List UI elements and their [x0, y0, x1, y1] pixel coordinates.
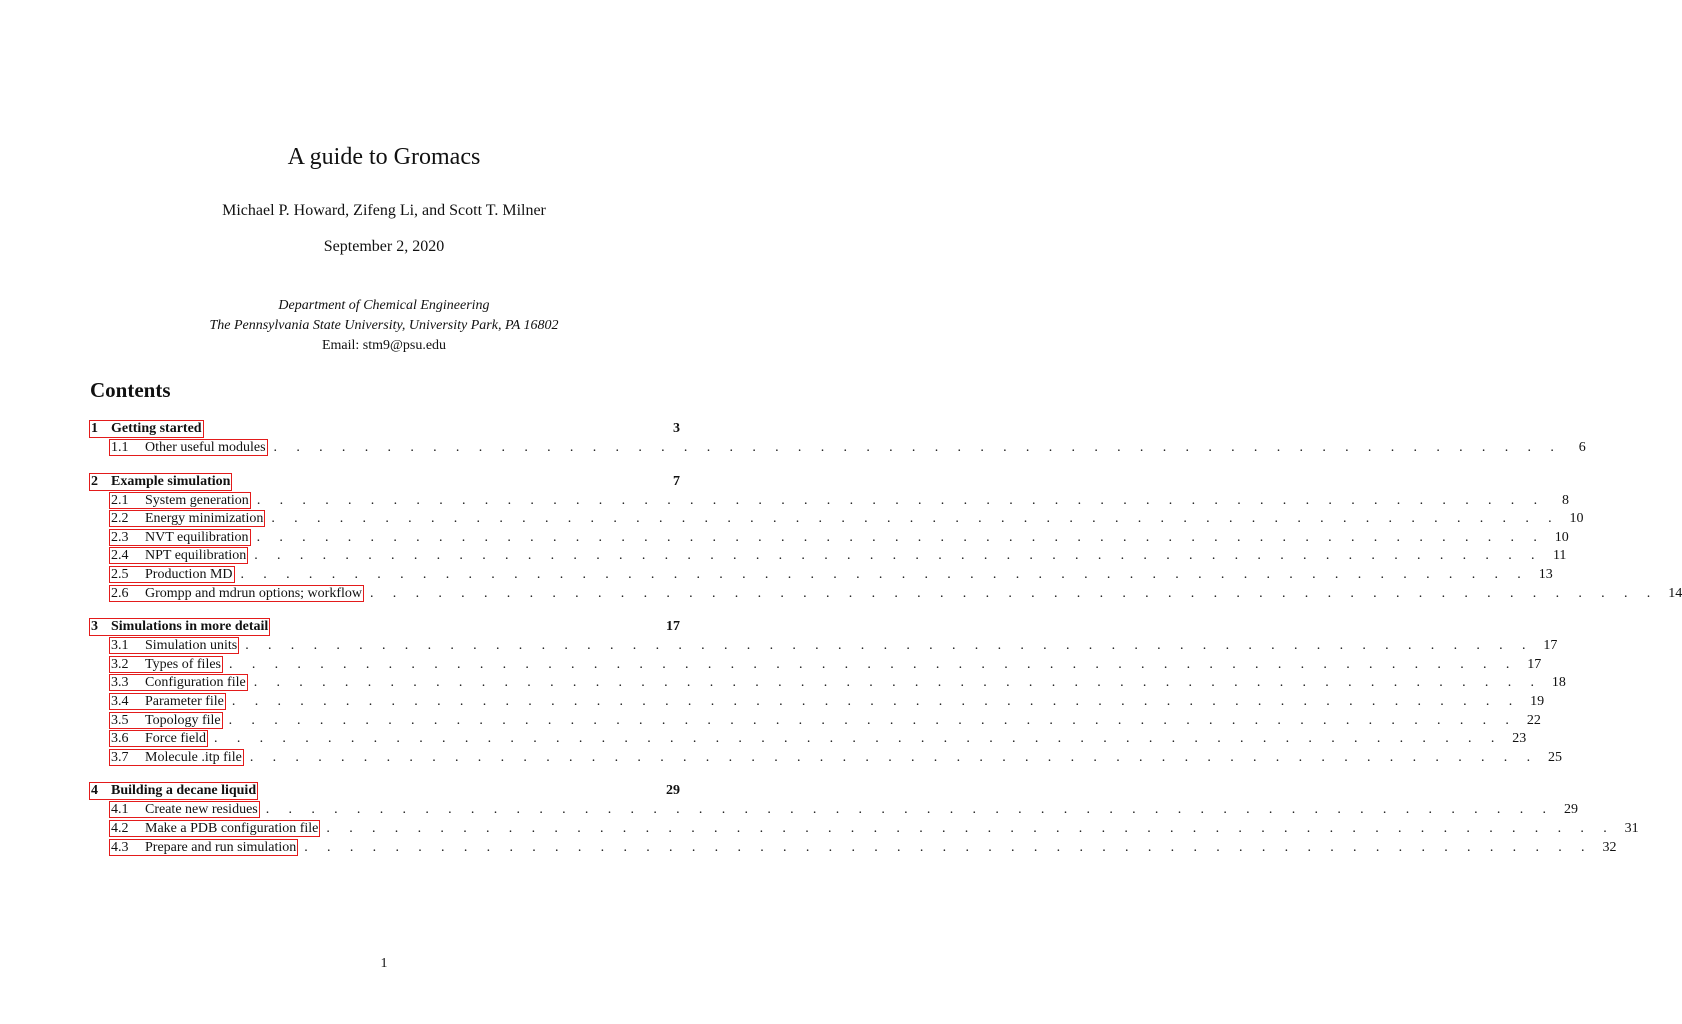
toc-subsection-row	[90, 510, 1584, 529]
toc-subsection-link[interactable]	[109, 510, 265, 527]
toc-section-title: Getting started	[111, 421, 202, 436]
toc-subsection-number: 3.1	[111, 638, 129, 654]
toc-dot-leader: . . . . . . . . . . . . . . . . . . . . . . . . . . . . . . . . . . . . . . . . . . . . . . . . . . . . . . . . .	[240, 566, 1529, 582]
toc-subsection-title: Topology file	[145, 712, 221, 728]
toc-subsection-title: Energy minimization	[145, 511, 264, 527]
toc-subsection-number: 4.2	[111, 820, 129, 836]
toc-section-number: 2	[91, 473, 98, 489]
toc-subsection-link[interactable]	[109, 820, 320, 837]
page-number: 1	[380, 956, 388, 971]
toc-section-gap	[90, 458, 680, 473]
toc-subsection-number: 2.3	[111, 529, 129, 545]
toc-dot-leader: . . . . . . . . . . . . . . . . . . . . . . . . . . . . . . . . . . . . . . . . . . . . . . . . . . . . . . . . .	[273, 440, 1562, 455]
toc-subsection-link[interactable]	[109, 439, 268, 456]
toc-dot-leader: . . . . . . . . . . . . . . . . . . . . . . . . . . . . . . . . . . . . . . . . . . . . . . . . . . . . . . . . .	[253, 675, 1542, 691]
toc-subsection-number: 2.5	[111, 566, 129, 582]
toc-section-title: Simulations in more detail	[111, 619, 269, 635]
toc-section-link[interactable]	[89, 473, 232, 491]
toc-subsection-link[interactable]	[109, 801, 260, 818]
toc-subsection-title: Parameter file	[145, 693, 224, 709]
toc-subsection-number: 2.4	[111, 548, 129, 564]
toc-subsection-link[interactable]	[109, 529, 251, 546]
toc-subsection-number: 3.7	[111, 749, 129, 765]
toc-subsection-page: 13	[1538, 566, 1553, 582]
toc-section-number: 4	[91, 783, 98, 799]
toc-section-row	[90, 782, 680, 801]
toc-subsection-link[interactable]	[109, 566, 235, 583]
toc-section-gap	[90, 603, 680, 618]
toc-subsection-row	[90, 492, 1570, 511]
toc-dot-leader: . . . . . . . . . . . . . . . . . . . . . . . . . . . . . . . . . . . . . . . . . . . . . . . . . . . . . . . . .	[228, 712, 1517, 728]
document-title: A guide to Gromacs	[287, 144, 481, 170]
affiliation	[0, 296, 768, 356]
toc-subsection-link[interactable]	[109, 585, 364, 602]
toc-section-number: 3	[91, 619, 98, 635]
toc-dot-leader: . . . . . . . . . . . . . . . . . . . . . . . . . . . . . . . . . . . . . . . . . . . . . . . . . . . . . . . . .	[231, 693, 1521, 709]
toc-subsection-page: 18	[1551, 675, 1566, 691]
toc-subsection-page: 31	[1624, 820, 1639, 836]
toc-subsection-page: 6	[1578, 440, 1586, 455]
toc-subsection-title: Simulation units	[145, 638, 238, 654]
toc-subsection-page: 25	[1548, 749, 1563, 765]
toc-section-page: 7	[673, 473, 680, 489]
toc-subsection-row	[90, 730, 1527, 749]
toc-section-title: Building a decane liquid	[111, 783, 257, 799]
toc-subsection-title: Grompp and mdrun options; workflow	[145, 585, 362, 601]
toc-subsection-title: Other useful modules	[145, 440, 266, 455]
toc-subsection-page: 32	[1602, 839, 1617, 855]
toc-subsection-row	[90, 585, 1682, 604]
toc-section-page: 3	[673, 421, 680, 436]
toc-dot-leader: . . . . . . . . . . . . . . . . . . . . . . . . . . . . . . . . . . . . . . . . . . . . . . . . . . . . . . . . .	[265, 802, 1554, 818]
toc-subsection-number: 3.3	[111, 675, 129, 691]
toc-subsection-link[interactable]	[109, 674, 248, 691]
toc-subsection-link[interactable]	[109, 492, 251, 509]
authors: Michael P. Howard, Zifeng Li, and Scott T. Milner	[222, 202, 546, 219]
toc-subsection-number: 2.6	[111, 585, 129, 601]
toc-subsection-row	[90, 820, 1639, 839]
toc-subsection-row	[90, 529, 1569, 548]
toc-subsection-number: 3.2	[111, 656, 129, 672]
affiliation-department: Department of Chemical Engineering	[278, 298, 490, 313]
toc-subsection-page: 10	[1554, 529, 1569, 545]
toc-subsection-row	[90, 693, 1545, 712]
document-date: September 2, 2020	[323, 238, 445, 255]
toc-dot-leader: . . . . . . . . . . . . . . . . . . . . . . . . . . . . . . . . . . . . . . . . . . . . . . . . . . . . . . . . .	[229, 656, 1518, 672]
toc-subsection-row	[90, 801, 1578, 820]
toc-subsection-link[interactable]	[109, 693, 226, 710]
toc-subsection-page: 8	[1562, 492, 1570, 508]
toc-subsection-link[interactable]	[109, 712, 223, 729]
toc-subsection-page: 17	[1543, 638, 1558, 654]
toc-dot-leader: . . . . . . . . . . . . . . . . . . . . . . . . . . . . . . . . . . . . . . . . . . . . . . . . . . . . . . . . .	[369, 585, 1659, 601]
toc-dot-leader: . . . . . . . . . . . . . . . . . . . . . . . . . . . . . . . . . . . . . . . . . . . . . . . . . . . . . . . . .	[271, 511, 1560, 527]
toc-section-row	[90, 473, 680, 492]
toc-subsection-title: Production MD	[145, 566, 233, 582]
toc-dot-leader: . . . . . . . . . . . . . . . . . . . . . . . . . . . . . . . . . . . . . . . . . . . . . . . . . . . . . . . . .	[245, 638, 1534, 654]
contact-email: Email: stm9@psu.edu	[321, 338, 447, 353]
toc-subsection-row	[90, 439, 1586, 458]
toc-subsection-row	[90, 749, 1563, 768]
toc-subsection-page: 22	[1526, 712, 1541, 728]
toc-subsection-title: NVT equilibration	[145, 529, 249, 545]
toc-subsection-number: 4.3	[111, 839, 129, 855]
toc-subsection-page: 10	[1569, 511, 1584, 527]
toc-subsection-title: Prepare and run simulation	[145, 839, 297, 855]
toc-subsection-row	[90, 547, 1567, 566]
toc-subsection-number: 2.1	[111, 492, 129, 508]
toc-subsection-title: Configuration file	[145, 675, 246, 691]
toc-subsection-page: 19	[1530, 693, 1545, 709]
toc-subsection-link[interactable]	[109, 547, 248, 564]
toc-subsection-title: Molecule .itp file	[145, 749, 242, 765]
toc-section-number: 1	[91, 421, 98, 436]
toc-subsection-row	[90, 712, 1541, 731]
toc-subsection-row	[90, 637, 1558, 656]
toc-subsection-title: Create new residues	[145, 802, 258, 818]
toc-subsection-number: 3.5	[111, 712, 129, 728]
table-of-contents	[90, 420, 1682, 857]
toc-section-page: 29	[666, 783, 680, 799]
toc-subsection-title: System generation	[145, 492, 249, 508]
toc-subsection-link[interactable]	[109, 730, 208, 747]
toc-subsection-title: Types of files	[145, 656, 222, 672]
toc-subsection-page: 23	[1512, 731, 1527, 747]
toc-subsection-link[interactable]	[109, 656, 223, 673]
toc-subsection-number: 3.6	[111, 731, 129, 747]
toc-section-link[interactable]	[89, 618, 270, 636]
toc-section-row	[90, 618, 680, 637]
toc-subsection-page: 29	[1563, 802, 1578, 818]
toc-dot-leader: . . . . . . . . . . . . . . . . . . . . . . . . . . . . . . . . . . . . . . . . . . . . . . . . . . . . . . . . .	[254, 548, 1543, 564]
toc-section-title: Example simulation	[111, 473, 231, 489]
toc-section-gap	[90, 767, 680, 782]
toc-subsection-number: 1.1	[111, 440, 129, 455]
toc-subsection-row	[90, 656, 1542, 675]
toc-subsection-row	[90, 839, 1617, 858]
toc-subsection-page: 11	[1552, 548, 1567, 564]
toc-section-link[interactable]	[89, 782, 258, 800]
toc-subsection-number: 3.4	[111, 693, 129, 709]
toc-subsection-link[interactable]	[109, 839, 298, 856]
toc-subsection-link[interactable]	[109, 749, 244, 766]
toc-dot-leader: . . . . . . . . . . . . . . . . . . . . . . . . . . . . . . . . . . . . . . . . . . . . . . . . . . . . . . . . .	[256, 529, 1545, 545]
toc-subsection-row	[90, 674, 1566, 693]
toc-subsection-number: 2.2	[111, 511, 129, 527]
toc-dot-leader: . . . . . . . . . . . . . . . . . . . . . . . . . . . . . . . . . . . . . . . . . . . . . . . . . . . . . . . . .	[304, 839, 1593, 855]
toc-section-link[interactable]	[89, 420, 204, 438]
toc-subsection-number: 4.1	[111, 802, 129, 818]
toc-dot-leader: . . . . . . . . . . . . . . . . . . . . . . . . . . . . . . . . . . . . . . . . . . . . . . . . . . . . . . . . .	[249, 749, 1539, 765]
toc-subsection-row	[90, 566, 1553, 585]
toc-subsection-page: 14	[1668, 585, 1682, 601]
toc-section-page: 17	[666, 619, 680, 635]
toc-subsection-title: NPT equilibration	[145, 548, 247, 564]
toc-subsection-link[interactable]	[109, 637, 239, 654]
toc-dot-leader: . . . . . . . . . . . . . . . . . . . . . . . . . . . . . . . . . . . . . . . . . . . . . . . . . . . . . . . . .	[256, 492, 1546, 508]
toc-subsection-title: Make a PDB configuration file	[145, 820, 319, 836]
toc-section-row	[90, 420, 680, 439]
contents-heading: Contents	[90, 378, 171, 402]
toc-dot-leader: . . . . . . . . . . . . . . . . . . . . . . . . . . . . . . . . . . . . . . . . . . . . . . . . . . . . . . . . .	[214, 731, 1503, 747]
toc-dot-leader: . . . . . . . . . . . . . . . . . . . . . . . . . . . . . . . . . . . . . . . . . . . . . . . . . . . . . . . . .	[326, 820, 1615, 836]
toc-subsection-title: Force field	[145, 731, 207, 747]
affiliation-university: The Pennsylvania State University, University Park, PA 16802	[209, 318, 559, 333]
toc-subsection-page: 17	[1527, 656, 1542, 672]
